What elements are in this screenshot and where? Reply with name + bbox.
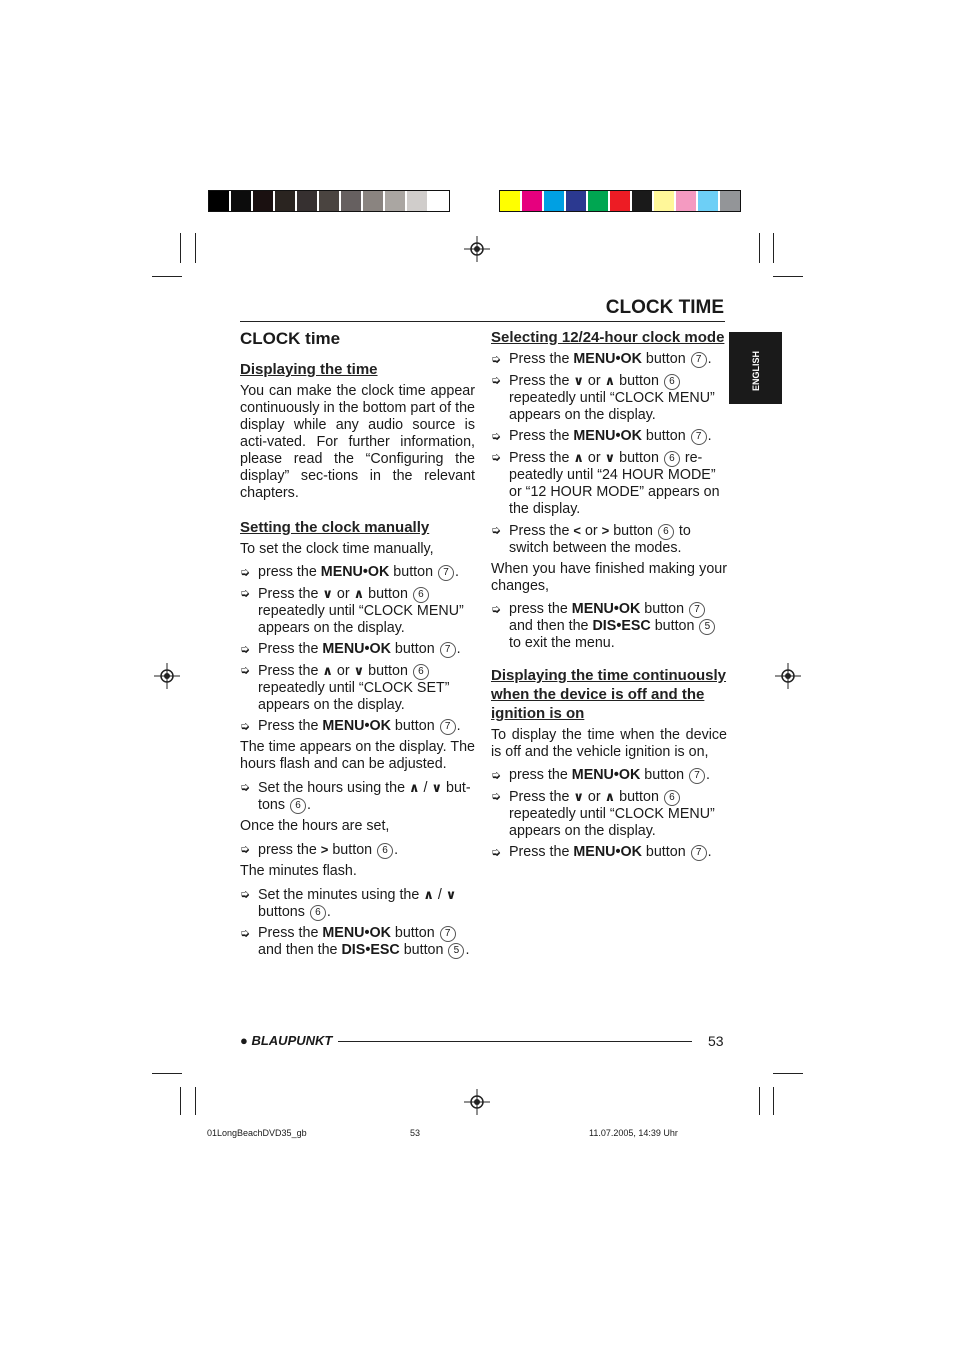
instruction-step: ➭ Press the MENU•OK button 7 . bbox=[491, 428, 712, 444]
right-arrow-icon: > bbox=[601, 523, 610, 538]
arrow-right-icon: ➭ bbox=[240, 926, 251, 940]
arrow-right-icon: ➭ bbox=[240, 842, 251, 856]
crop-mark bbox=[195, 1087, 196, 1115]
paragraph: Once the hours are set, bbox=[240, 818, 390, 834]
instruction-step: ➭ Set the minutes using the ∧ / ∨ buttons 6 . bbox=[240, 887, 457, 920]
grayscale-swatch bbox=[429, 191, 449, 211]
grayscale-swatch bbox=[253, 191, 275, 211]
color-swatch bbox=[566, 191, 588, 211]
registration-mark-icon bbox=[775, 663, 801, 689]
crop-mark bbox=[152, 1073, 182, 1074]
arrow-right-icon: ➭ bbox=[240, 719, 251, 733]
page-number: 53 bbox=[708, 1033, 724, 1049]
color-swatch bbox=[610, 191, 632, 211]
grayscale-swatch bbox=[275, 191, 297, 211]
crop-mark bbox=[180, 233, 181, 263]
color-swatch bbox=[676, 191, 698, 211]
crop-mark bbox=[180, 1087, 181, 1115]
footer-divider bbox=[338, 1041, 692, 1042]
instruction-step: ➭ Press the ∨ or ∧ button 6 repeatedly until “CLOCK MENU” appears on the display. bbox=[491, 789, 715, 839]
crop-mark bbox=[773, 233, 774, 263]
instruction-step: ➭ Press the < or > button 6 to switch between the modes. bbox=[491, 523, 691, 556]
print-date: 11.07.2005, 14:39 Uhr bbox=[589, 1128, 678, 1138]
down-arrow-icon: ∨ bbox=[604, 450, 616, 465]
instruction-step: ➭ Press the MENU•OK button 7 . bbox=[491, 844, 712, 860]
down-arrow-icon: ∨ bbox=[445, 887, 457, 902]
instruction-step: ➭ press the > button 6 . bbox=[240, 842, 399, 858]
up-arrow-icon: ∧ bbox=[604, 789, 616, 804]
crop-mark bbox=[195, 233, 196, 263]
button-number-badge: 7 bbox=[689, 602, 705, 618]
header-divider bbox=[240, 321, 725, 322]
instruction-step: ➭ Press the ∧ or ∨ button 6 re-peatedly until “24 HOUR MODE” or “12 HOUR MODE” appears on the display. bbox=[491, 450, 720, 517]
down-arrow-icon: ∨ bbox=[322, 586, 333, 601]
paragraph: When you have finished making your changes, bbox=[491, 561, 727, 594]
page-title: CLOCK TIME bbox=[605, 297, 724, 318]
up-arrow-icon: ∧ bbox=[573, 450, 584, 465]
down-arrow-icon: ∨ bbox=[573, 789, 584, 804]
instruction-step: ➭ Press the MENU•OK button 7 . bbox=[491, 351, 712, 367]
grayscale-calibration-bar bbox=[208, 190, 450, 212]
up-arrow-icon: ∧ bbox=[322, 663, 333, 678]
arrow-right-icon: ➭ bbox=[491, 429, 502, 443]
instruction-step: ➭ press the MENU•OK button 7 . bbox=[491, 767, 711, 783]
button-number-badge: 6 bbox=[377, 843, 393, 859]
grayscale-swatch bbox=[209, 191, 231, 211]
paragraph: The time appears on the display. The hours flash and can be adjusted. bbox=[240, 739, 475, 772]
crop-mark bbox=[759, 1087, 760, 1115]
subsection-title: Selecting 12/24-hour clock mode bbox=[491, 329, 725, 346]
color-swatch bbox=[500, 191, 522, 211]
print-file-name: 01LongBeachDVD35_gb bbox=[207, 1128, 307, 1138]
subsection-title: Displaying the time continuously when the device is off and the ignition is on bbox=[491, 667, 727, 722]
grayscale-swatch bbox=[297, 191, 319, 211]
arrow-right-icon: ➭ bbox=[240, 663, 251, 677]
instruction-step: ➭ Press the ∧ or ∨ button 6 repeatedly until “CLOCK SET” appears on the display. bbox=[240, 663, 450, 713]
left-arrow-icon: < bbox=[573, 523, 581, 538]
button-number-badge: 6 bbox=[658, 524, 674, 540]
button-number-badge: 7 bbox=[438, 565, 454, 581]
color-swatch bbox=[720, 191, 740, 211]
button-number-badge: 5 bbox=[448, 943, 464, 959]
button-number-badge: 6 bbox=[664, 790, 680, 806]
button-number-badge: 7 bbox=[691, 845, 707, 861]
button-number-badge: 6 bbox=[413, 664, 429, 680]
button-number-badge: 6 bbox=[310, 905, 326, 921]
registration-mark-icon bbox=[154, 663, 180, 689]
button-number-badge: 6 bbox=[290, 798, 306, 814]
up-arrow-icon: ∧ bbox=[353, 586, 365, 601]
instruction-step: ➭ press the MENU•OK button 7 and then the DIS•ESC button 5 to exit the menu. bbox=[491, 601, 727, 652]
button-number-badge: 7 bbox=[689, 768, 705, 784]
crop-mark bbox=[773, 1073, 803, 1074]
paragraph: To set the clock time manually, bbox=[240, 541, 434, 557]
instruction-step: ➭ Set the hours using the ∧ / ∨ but-tons 6 . bbox=[240, 780, 471, 813]
color-swatch bbox=[698, 191, 720, 211]
color-swatch bbox=[588, 191, 610, 211]
button-number-badge: 7 bbox=[691, 429, 707, 445]
instruction-step: ➭ press the MENU•OK button 7 . bbox=[240, 564, 460, 580]
instruction-step: ➭ Press the MENU•OK button 7 . bbox=[240, 718, 461, 734]
arrow-right-icon: ➭ bbox=[491, 768, 502, 782]
color-swatch bbox=[654, 191, 676, 211]
paragraph: To display the time when the device is off and the vehicle ignition is on, bbox=[491, 727, 727, 760]
paragraph: You can make the clock time appear continuously in the bottom part of the display while any audio source is acti-vated. For further information, please read the “Configuring the display” sec-tions in the relevant chapters. bbox=[240, 383, 475, 501]
registration-mark-icon bbox=[464, 1089, 490, 1115]
crop-mark bbox=[773, 276, 803, 277]
arrow-right-icon: ➭ bbox=[240, 780, 251, 794]
instruction-step: ➭ Press the MENU•OK button 7 . bbox=[240, 641, 461, 657]
color-calibration-bar bbox=[499, 190, 741, 212]
button-number-badge: 6 bbox=[413, 587, 429, 603]
arrow-right-icon: ➭ bbox=[240, 887, 251, 901]
arrow-right-icon: ➭ bbox=[491, 450, 502, 464]
registration-mark-icon bbox=[464, 236, 490, 262]
instruction-step: ➭ Press the ∨ or ∧ button 6 repeatedly until “CLOCK MENU” appears on the display. bbox=[491, 373, 715, 423]
language-tab-label: ENGLISH bbox=[751, 351, 761, 392]
paragraph: The minutes flash. bbox=[240, 863, 357, 879]
grayscale-swatch bbox=[363, 191, 385, 211]
arrow-right-icon: ➭ bbox=[491, 602, 502, 616]
grayscale-swatch bbox=[385, 191, 407, 211]
instruction-step: ➭ Press the ∨ or ∧ button 6 repeatedly until “CLOCK MENU” appears on the display. bbox=[240, 586, 464, 636]
down-arrow-icon: ∨ bbox=[573, 373, 584, 388]
up-arrow-icon: ∧ bbox=[604, 373, 616, 388]
crop-mark bbox=[759, 233, 760, 263]
grayscale-swatch bbox=[341, 191, 363, 211]
button-number-badge: 7 bbox=[440, 926, 456, 942]
arrow-right-icon: ➭ bbox=[491, 845, 502, 859]
subsection-title: Setting the clock manually bbox=[240, 519, 430, 536]
button-number-badge: 6 bbox=[664, 374, 680, 390]
instruction-step: ➭ Press the MENU•OK button 7 and then the DIS•ESC button 5 . bbox=[240, 925, 470, 958]
crop-mark bbox=[773, 1087, 774, 1115]
section-heading: CLOCK time bbox=[240, 329, 341, 348]
arrow-right-icon: ➭ bbox=[240, 565, 251, 579]
arrow-right-icon: ➭ bbox=[491, 523, 502, 537]
arrow-right-icon: ➭ bbox=[491, 789, 502, 803]
up-arrow-icon: ∧ bbox=[423, 887, 434, 902]
button-number-badge: 7 bbox=[691, 352, 707, 368]
color-swatch bbox=[522, 191, 544, 211]
button-number-badge: 5 bbox=[699, 619, 715, 635]
right-column bbox=[491, 328, 727, 865]
grayscale-swatch bbox=[231, 191, 253, 211]
left-column bbox=[240, 328, 475, 963]
grayscale-swatch bbox=[407, 191, 429, 211]
color-swatch bbox=[544, 191, 566, 211]
button-number-badge: 7 bbox=[440, 642, 456, 658]
crop-mark bbox=[152, 276, 182, 277]
arrow-right-icon: ➭ bbox=[491, 352, 502, 366]
right-arrow-icon: > bbox=[320, 842, 329, 857]
print-sheet-number: 53 bbox=[410, 1128, 421, 1138]
button-number-badge: 6 bbox=[664, 451, 680, 467]
grayscale-swatch bbox=[319, 191, 341, 211]
button-number-badge: 7 bbox=[440, 719, 456, 735]
up-arrow-icon: ∧ bbox=[409, 780, 420, 795]
down-arrow-icon: ∨ bbox=[353, 663, 365, 678]
arrow-right-icon: ➭ bbox=[240, 586, 251, 600]
language-tab bbox=[729, 332, 782, 404]
brand-logo: ● BLAUPUNKT bbox=[240, 1033, 333, 1048]
arrow-right-icon: ➭ bbox=[240, 642, 251, 656]
color-swatch bbox=[632, 191, 654, 211]
subsection-title: Displaying the time bbox=[240, 361, 378, 378]
down-arrow-icon: ∨ bbox=[431, 780, 443, 795]
arrow-right-icon: ➭ bbox=[491, 373, 502, 387]
